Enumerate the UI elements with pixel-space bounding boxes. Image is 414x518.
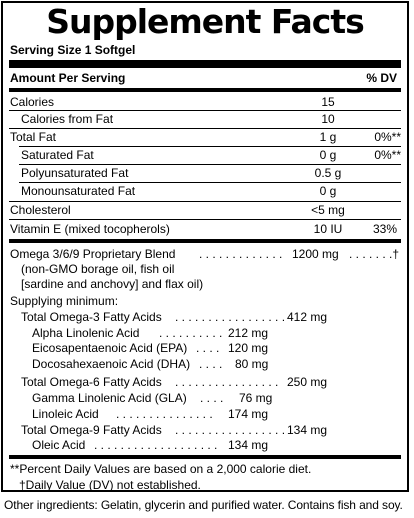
blend-item-name: Alpha Linolenic Acid [32, 326, 140, 340]
blend-item-amount: 134 mg [228, 438, 269, 452]
blend-amount: 1200 mg [292, 247, 339, 261]
blend-description-line: (non-GMO borage oil, fish oil [21, 262, 175, 276]
saturated-fat-amount: 0 g [319, 148, 337, 162]
cholesterol-amount: <5 mg [311, 203, 345, 217]
row-divider [19, 164, 401, 165]
monounsaturated-fat-label: Monounsaturated Fat [21, 184, 136, 198]
blend-item-name: Eicosapentaenoic Acid (EPA) [32, 341, 188, 355]
row-divider [9, 110, 401, 111]
blend-item-name: Oleic Acid [32, 438, 86, 452]
total-fat-dv: 0%** [374, 130, 401, 144]
blend-item-name: Gamma Linolenic Acid (GLA) [32, 391, 187, 405]
blend-item-dots: . . . . . . . . . . . . . . . . . . . [94, 438, 218, 452]
blend-item-amount: 134 mg [287, 423, 328, 437]
blend-item-amount: 174 mg [228, 407, 269, 421]
supplying-minimum-label: Supplying minimum: [10, 294, 119, 308]
vitamin-e-amount: 10 IU [313, 222, 343, 236]
thick-divider [9, 60, 401, 68]
vitamin-e-label: Vitamin E (mixed tocopherols) [10, 222, 170, 236]
blend-item-name: Total Omega-3 Fatty Acids [21, 310, 162, 324]
blend-name: Omega 3/6/9 Proprietary Blend [10, 247, 176, 261]
blend-item-dots: . . . . [196, 341, 220, 355]
blend-item-amount: 80 mg [235, 357, 269, 371]
blend-leader-dots: . . . . . . . . . . . . . [199, 247, 283, 261]
blend-item-name: Linoleic Acid [32, 407, 99, 421]
blend-item-name: Docosahexaenoic Acid (DHA) [32, 357, 191, 371]
row-divider [9, 201, 401, 202]
total-fat-amount: 1 g [319, 130, 337, 144]
row-divider [19, 146, 401, 147]
polyunsaturated-fat-label: Polyunsaturated Fat [21, 166, 129, 180]
calories-from-fat-label: Calories from Fat [21, 112, 114, 126]
medium-divider [9, 239, 401, 243]
footnote-dv-not-established: †Daily Value (DV) not established. [19, 478, 201, 492]
blend-item-amount: 412 mg [287, 310, 328, 324]
blend-item-dots: . . . . . . . . . . . . . . . [116, 407, 213, 421]
medium-divider [9, 88, 401, 92]
blend-item-dots: . . . . . . . . . . [159, 326, 223, 340]
monounsaturated-fat-amount: 0 g [319, 184, 337, 198]
other-ingredients: Other ingredients: Gelatin, glycerin and purified water. Contains fish and soy. [4, 498, 403, 512]
total-fat-label: Total Fat [10, 130, 57, 144]
row-divider [9, 128, 401, 129]
footnote-percent-dv: **Percent Daily Values are based on a 2,000 calorie diet. [10, 462, 312, 476]
blend-item-name: Total Omega-6 Fatty Acids [21, 375, 162, 389]
medium-divider [9, 455, 401, 459]
blend-item-name: Total Omega-9 Fatty Acids [21, 423, 162, 437]
blend-item-dots: . . . . . . . . . . . . . . . . . [175, 310, 286, 324]
serving-size: Serving Size 1 Softgel [10, 43, 136, 57]
blend-item-amount: 212 mg [228, 326, 269, 340]
row-divider [19, 182, 401, 183]
saturated-fat-label: Saturated Fat [21, 148, 94, 162]
row-divider [9, 219, 401, 220]
polyunsaturated-fat-amount: 0.5 g [314, 166, 342, 180]
amount-per-serving-header: Amount Per Serving [10, 71, 126, 85]
calories-amount: 15 [321, 95, 335, 109]
cholesterol-label: Cholesterol [10, 203, 71, 217]
blend-description-line: [sardine and anchovy] and flax oil) [21, 277, 204, 291]
blend-dv: . . . . . . .† [348, 247, 399, 261]
dv-header: % DV [366, 71, 397, 85]
blend-item-dots: . . . . [200, 391, 224, 405]
panel-title: Supplement Facts [46, 2, 364, 41]
vitamin-e-dv: 33% [372, 222, 397, 236]
blend-item-dots: . . . . . . . . . . . . . . . . [175, 375, 279, 389]
blend-item-amount: 120 mg [228, 341, 269, 355]
blend-item-amount: 250 mg [287, 375, 328, 389]
blend-item-amount: 76 mg [239, 391, 273, 405]
calories-from-fat-amount: 10 [321, 112, 335, 126]
supplement-facts-panel [1, 1, 409, 492]
saturated-fat-dv: 0%** [374, 148, 401, 162]
blend-item-dots: . . . . [199, 357, 223, 371]
blend-item-dots: . . . . . . . . . . . . . . . . . [175, 423, 286, 437]
calories-label: Calories [10, 95, 55, 109]
